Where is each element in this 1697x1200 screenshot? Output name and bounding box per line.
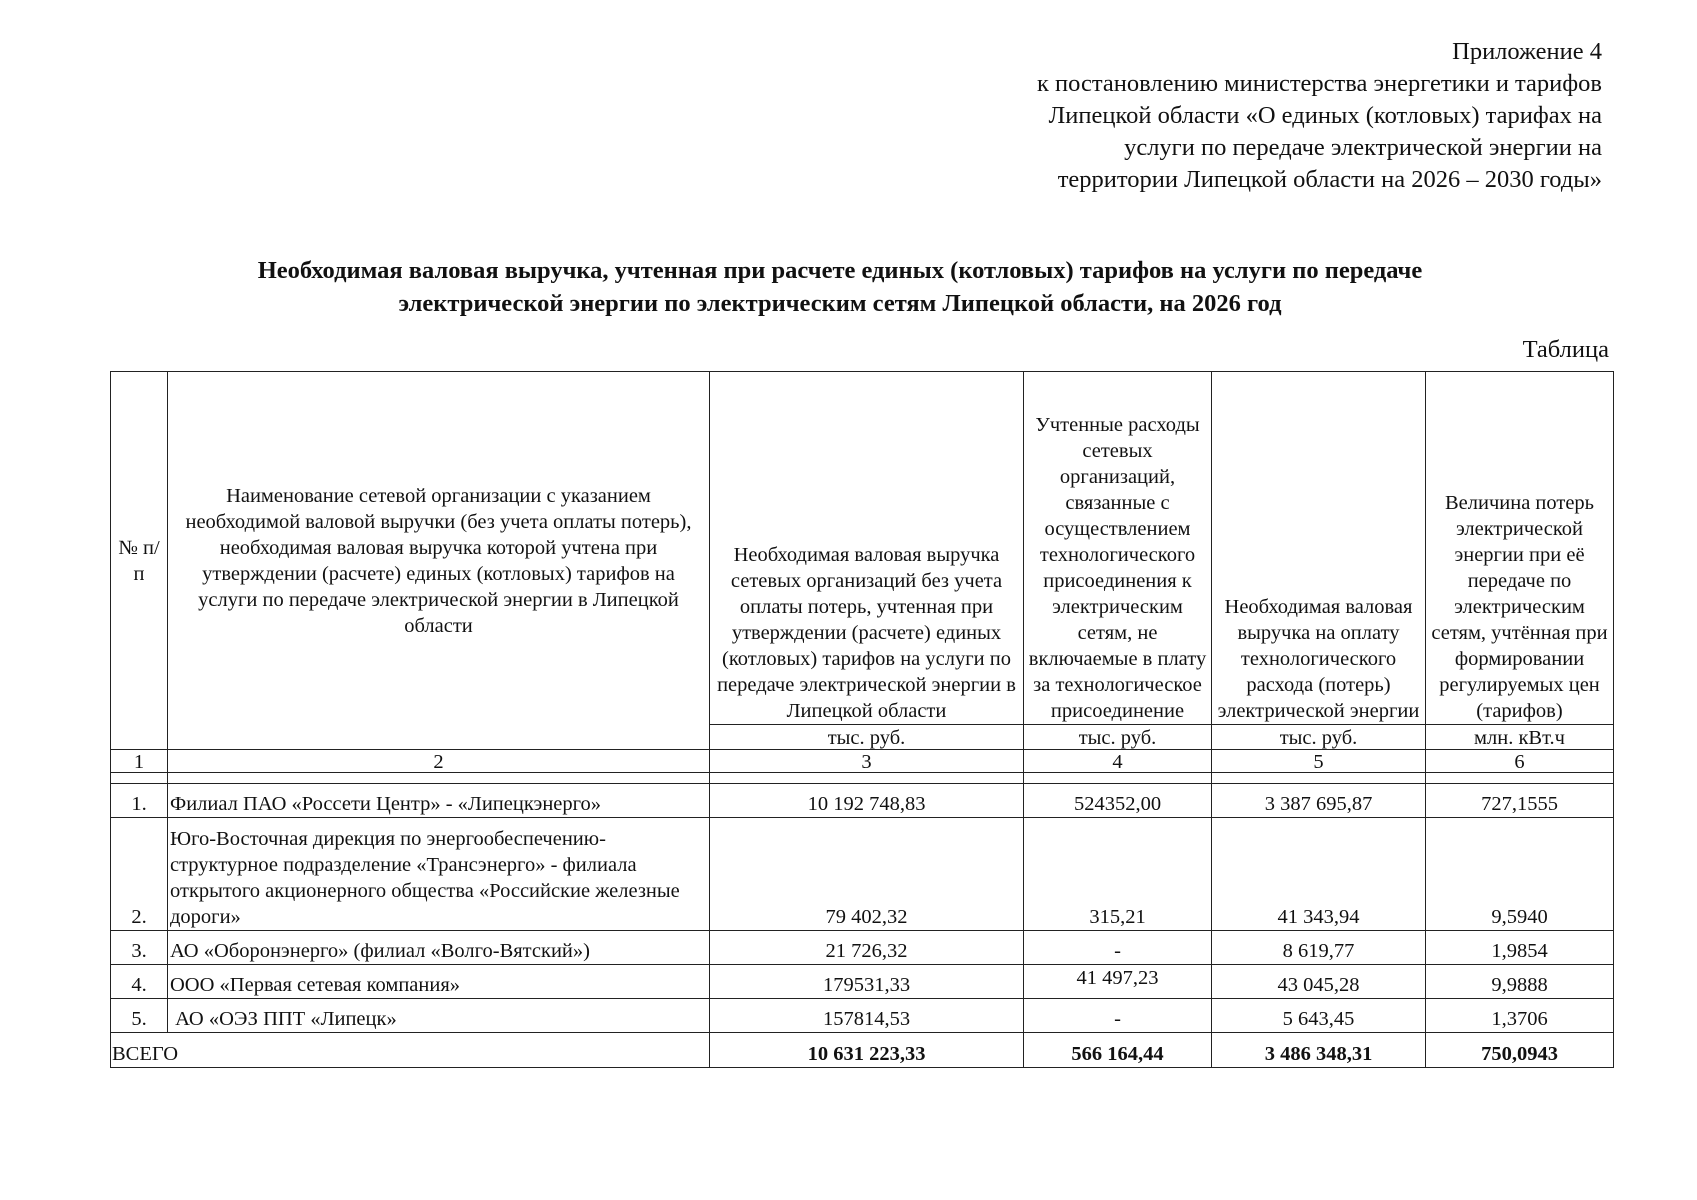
unit-col4: тыс. руб. bbox=[1024, 725, 1212, 750]
header-num: № п/п bbox=[111, 372, 168, 750]
row-col6: 9,5940 bbox=[1426, 818, 1614, 931]
title-line-1: Необходимая валовая выручка, учтенная при расчете единых (котловых) тарифов на услуги по передаче bbox=[257, 257, 1423, 284]
appendix-line: территории Липецкой области на 2026 – 2030 годы» bbox=[1057, 166, 1602, 193]
row-org-name: Юго-Восточная дирекция по энергообеспечению-структурное подразделение «Трансэнерго» - филиала открытого акционерного общества «Российские железные дороги» bbox=[168, 818, 710, 931]
row-org-name: АО «Оборонэнерго» (филиал «Волго-Вятский») bbox=[168, 931, 710, 965]
row-org-name: Филиал ПАО «Россети Центр» - «Липецкэнерго» bbox=[168, 784, 710, 818]
row-col5: 8 619,77 bbox=[1212, 931, 1426, 965]
appendix-line: Липецкой области «О единых (котловых) тарифах на bbox=[1048, 102, 1602, 129]
total-col3: 10 631 223,33 bbox=[710, 1033, 1024, 1068]
column-numbers-row bbox=[111, 750, 1614, 773]
header-col4: Учтенные расходы сетевых организаций, связанные с осуществлением технологического присоединения к электрическим сетям, не включаемые в плату за технологическое присоединение bbox=[1024, 372, 1212, 725]
row-col3: 21 726,32 bbox=[710, 931, 1024, 965]
row-col3: 79 402,32 bbox=[710, 818, 1024, 931]
spacer-row bbox=[111, 773, 1614, 784]
row-col4: - bbox=[1024, 931, 1212, 965]
total-col4: 566 164,44 bbox=[1024, 1033, 1212, 1068]
table-row bbox=[111, 931, 1614, 965]
table-row bbox=[111, 965, 1614, 999]
row-col3: 179531,33 bbox=[710, 965, 1024, 999]
row-org-name: АО «ОЭЗ ППТ «Липецк» bbox=[168, 999, 710, 1033]
row-col4: 524352,00 bbox=[1024, 784, 1212, 818]
column-number: 3 bbox=[710, 750, 1024, 773]
row-col4: 315,21 bbox=[1024, 818, 1212, 931]
row-col6: 1,3706 bbox=[1426, 999, 1614, 1033]
row-col6: 9,9888 bbox=[1426, 965, 1614, 999]
row-col5: 41 343,94 bbox=[1212, 818, 1426, 931]
total-col6: 750,0943 bbox=[1426, 1033, 1614, 1068]
header-name: Наименование сетевой организации с указанием необходимой валовой выручки (без учета оплаты потерь), необходимая валовая выручка которой учтена при утверждении (расчете) единых (котловых) тарифов на услуги по передаче электрической энергии в Липецкой области bbox=[168, 372, 710, 750]
row-col4: - bbox=[1024, 999, 1212, 1033]
column-number: 2 bbox=[168, 750, 710, 773]
row-num: 2. bbox=[111, 818, 168, 931]
header-col3: Необходимая валовая выручка сетевых организаций без учета оплаты потерь, учтенная при утверждении (расчете) единых (котловых) тарифов на услуги по передаче электрической энергии в Липецкой области bbox=[710, 372, 1024, 725]
document-title bbox=[110, 254, 1570, 320]
title-line-2: электрической энергии по электрическим сетям Липецкой области, на 2026 год bbox=[398, 290, 1282, 317]
table-row bbox=[111, 784, 1614, 818]
row-col4: 41 497,23 bbox=[1024, 965, 1212, 999]
row-num: 1. bbox=[111, 784, 168, 818]
appendix-heading bbox=[1037, 36, 1602, 196]
header-col6: Величина потерь электрической энергии при её передаче по электрическим сетям, учтённая при формировании регулируемых цен (тарифов) bbox=[1426, 372, 1614, 725]
table-label: Таблица bbox=[1522, 336, 1609, 363]
total-row bbox=[111, 1033, 1614, 1068]
revenue-table bbox=[110, 371, 1614, 1068]
appendix-line: Приложение 4 bbox=[1452, 38, 1602, 65]
row-num: 5. bbox=[111, 999, 168, 1033]
unit-col5: тыс. руб. bbox=[1212, 725, 1426, 750]
column-number: 4 bbox=[1024, 750, 1212, 773]
total-col5: 3 486 348,31 bbox=[1212, 1033, 1426, 1068]
total-label: ВСЕГО bbox=[111, 1033, 710, 1068]
row-col3: 10 192 748,83 bbox=[710, 784, 1024, 818]
column-number: 5 bbox=[1212, 750, 1426, 773]
row-col5: 3 387 695,87 bbox=[1212, 784, 1426, 818]
row-col6: 727,1555 bbox=[1426, 784, 1614, 818]
column-number: 6 bbox=[1426, 750, 1614, 773]
appendix-line: услуги по передаче электрической энергии на bbox=[1124, 134, 1602, 161]
row-col3: 157814,53 bbox=[710, 999, 1024, 1033]
unit-col6: млн. кВт.ч bbox=[1426, 725, 1614, 750]
row-col5: 43 045,28 bbox=[1212, 965, 1426, 999]
unit-col3: тыс. руб. bbox=[710, 725, 1024, 750]
row-num: 3. bbox=[111, 931, 168, 965]
table-row bbox=[111, 818, 1614, 931]
row-col5: 5 643,45 bbox=[1212, 999, 1426, 1033]
header-col5: Необходимая валовая выручка на оплату технологического расхода (потерь) электрической энергии bbox=[1212, 372, 1426, 725]
row-num: 4. bbox=[111, 965, 168, 999]
row-org-name: ООО «Первая сетевая компания» bbox=[168, 965, 710, 999]
column-number: 1 bbox=[111, 750, 168, 773]
row-col6: 1,9854 bbox=[1426, 931, 1614, 965]
table-row bbox=[111, 999, 1614, 1033]
appendix-line: к постановлению министерства энергетики и тарифов bbox=[1037, 70, 1602, 97]
table-header-row bbox=[111, 372, 1614, 725]
